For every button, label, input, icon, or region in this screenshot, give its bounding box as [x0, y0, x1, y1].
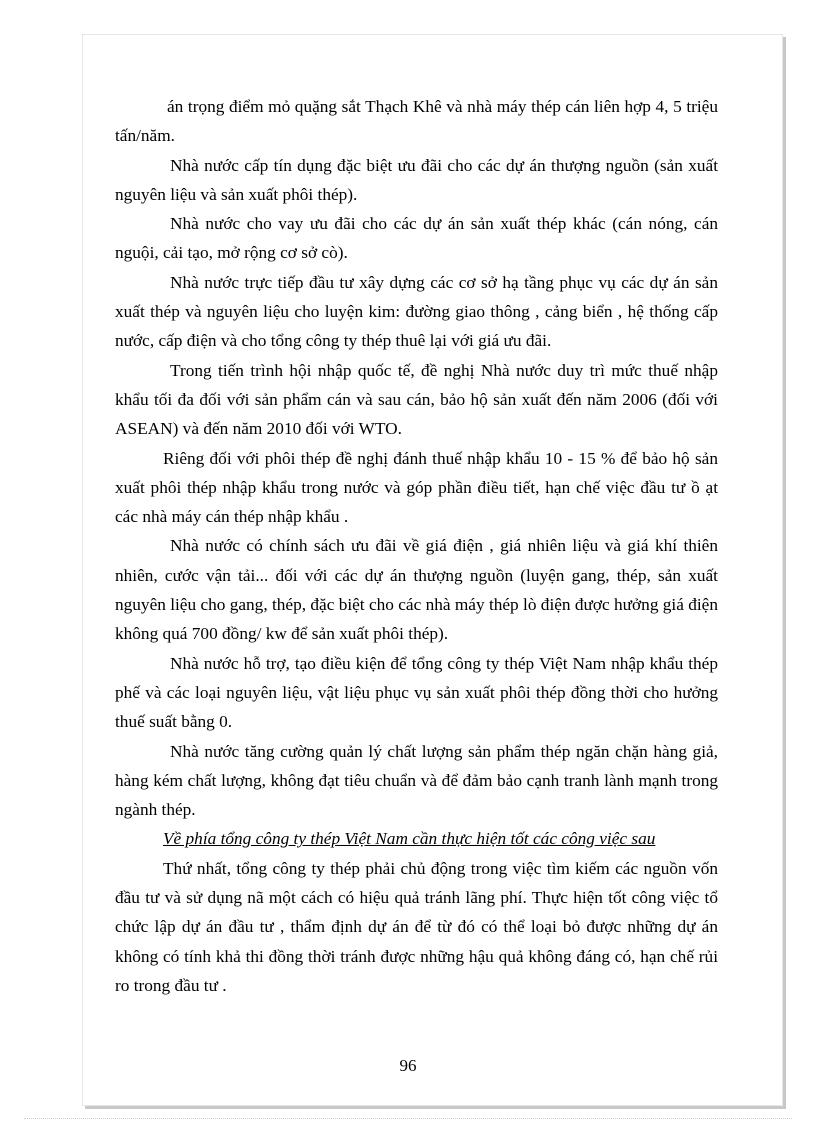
paragraph-scrap-import: Nhà nước hỗ trợ, tạo điều kiện để tổng công ty thép Việt Nam nhập khẩu thép phế và các loại nguyên liệu, vật liệu phục vụ sản xuất phôi thép đồng thời cho hưởng thuế suất bằng 0. — [115, 653, 718, 732]
paragraph-first-task: Thứ nhất, tổng công ty thép phải chủ động trong việc tìm kiếm các nguồn vốn đầu tư và sử dụng nã một cách có hiệu quả tránh lãng phí. Thực hiện tốt công việc tổ chức lập dự án đầu tư , thẩm định dự án để từ đó có thể loại bỏ được những dự án không có tính khả thi đồng thời tránh được những hậu quả không đáng có, hạn chế rủi ro trong đầu tư . — [115, 858, 718, 995]
section-heading: Về phía tổng công ty thép Việt Nam cần thực hiện tốt các công việc sau — [163, 829, 656, 849]
paragraph-continuation: án trọng điểm mỏ quặng sắt Thạch Khê và nhà máy thép cán liên hợp 4, 5 triệu tấn/năm. — [115, 97, 718, 146]
page-divider — [24, 1118, 792, 1119]
paragraph-billet-tax: Riêng đối với phôi thép đề nghị đánh thuế nhập khẩu 10 - 15 % để bảo hộ sản xuất phôi thép nhập khẩu trong nước và góp phần điều tiết, hạn chế việc đầu tư ồ ạt các nhà máy cán thép nhập khẩu . — [115, 448, 718, 527]
paragraph-energy-pricing: Nhà nước có chính sách ưu đãi về giá điện , giá nhiên liệu và giá khí thiên nhiên, cước vận tải... đối với các dự án thượng nguồn (luyện gang, thép, sản xuất nguyên liệu cho gang, thép, đặc biệt cho các nhà máy thép lò điện được hưởng giá điện không quá 700 đồng/ kw để sản xuất phôi thép). — [115, 536, 718, 644]
paragraph-import-tax: Trong tiến trình hội nhập quốc tế, đề nghị Nhà nước duy trì mức thuế nhập khẩu tối đa đối với sản phẩm cán và sau cán, bảo hộ sản xuất đến năm 2006 (đối với ASEAN) và đến năm 2010 đối với WTO. — [115, 360, 718, 439]
paragraph-infrastructure: Nhà nước trực tiếp đầu tư xây dựng các cơ sở hạ tầng phục vụ các dự án sản xuất thép và nguyên liệu cho luyện kim: đường giao thông , cảng biển , hệ thống cấp nước, cấp điện và cho tổng công ty thép thuê lại với giá ưu đãi. — [115, 272, 718, 351]
paragraph-loans: Nhà nước cho vay ưu đãi cho các dự án sản xuất thép khác (cán nóng, cán nguội, cải tạo, mở rộng cơ sở cò). — [115, 214, 718, 263]
paragraph-credit: Nhà nước cấp tín dụng đặc biệt ưu đãi cho các dự án thượng nguồn (sản xuất nguyên liệu và sản xuất phôi thép). — [115, 155, 718, 204]
paragraph-quality-control: Nhà nước tăng cường quản lý chất lượng sản phẩm thép ngăn chặn hàng giả, hàng kém chất lượng, không đạt tiêu chuẩn và để đảm bảo cạnh tranh lành mạnh trong ngành thép. — [115, 741, 718, 820]
document-body — [115, 92, 718, 1000]
page-number: 96 — [399, 1056, 417, 1075]
